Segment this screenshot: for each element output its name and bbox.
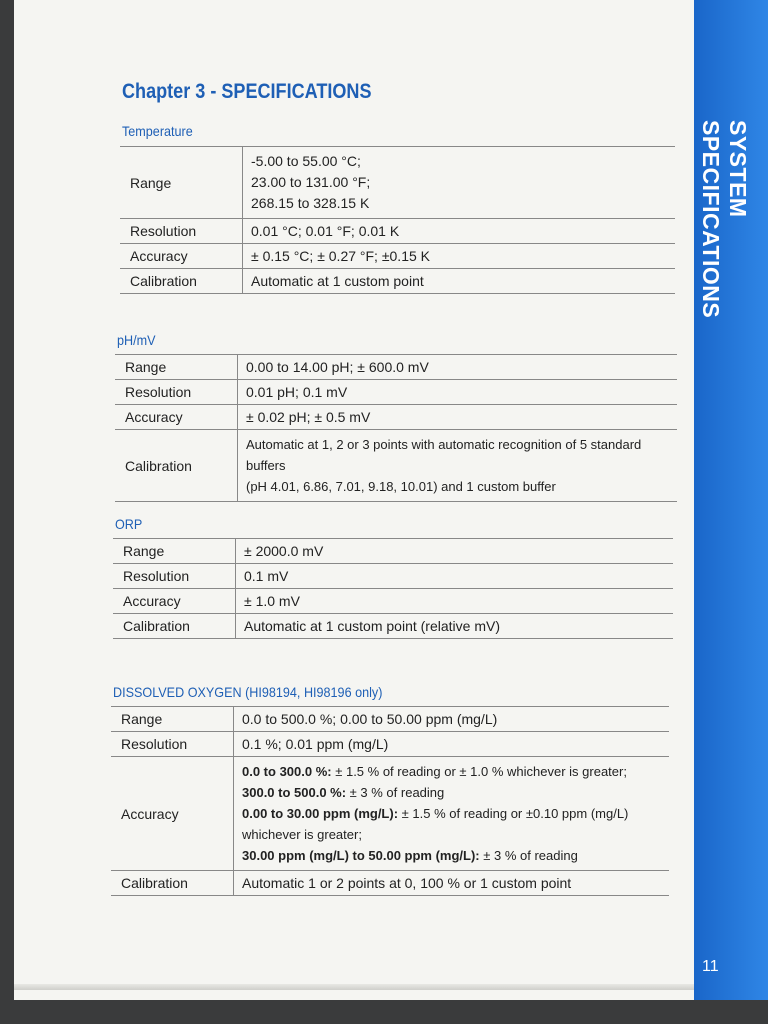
ph-table bbox=[115, 354, 677, 502]
row-value: ± 0.02 pH; ± 0.5 mV bbox=[238, 405, 678, 430]
row-label: Calibration bbox=[115, 430, 238, 502]
value-line: (pH 4.01, 6.86, 7.01, 9.18, 10.01) and 1 custom buffer bbox=[246, 479, 556, 494]
do-table bbox=[111, 706, 669, 896]
table-row bbox=[120, 219, 675, 244]
table-row bbox=[113, 564, 673, 589]
row-label: Range bbox=[111, 707, 234, 732]
row-value bbox=[234, 757, 670, 871]
section-title-orp: ORP bbox=[115, 516, 143, 532]
table-row bbox=[113, 614, 673, 639]
row-label: Resolution bbox=[120, 219, 243, 244]
row-value: ± 1.0 mV bbox=[236, 589, 674, 614]
row-value bbox=[243, 147, 676, 219]
row-value: 0.00 to 14.00 pH; ± 600.0 mV bbox=[238, 355, 678, 380]
value-line bbox=[242, 782, 669, 803]
row-value: Automatic at 1 custom point bbox=[243, 269, 676, 294]
row-value: ± 2000.0 mV bbox=[236, 539, 674, 564]
value-line: 23.00 to 131.00 °F; bbox=[251, 174, 371, 190]
value-bold: 300.0 to 500.0 %: bbox=[242, 785, 347, 800]
row-value: 0.1 mV bbox=[236, 564, 674, 589]
value-text: ± 3 % of reading bbox=[346, 785, 445, 800]
value-bold: 0.00 to 30.00 ppm (mg/L): bbox=[242, 806, 399, 821]
table-row bbox=[111, 757, 669, 871]
section-title-ph: pH/mV bbox=[117, 332, 156, 348]
row-label: Range bbox=[113, 539, 236, 564]
section-title-temperature: Temperature bbox=[122, 123, 193, 139]
row-label: Accuracy bbox=[115, 405, 238, 430]
value-line: 268.15 to 328.15 K bbox=[251, 195, 370, 211]
row-value: Automatic at 1 custom point (relative mV) bbox=[236, 614, 674, 639]
table-row bbox=[111, 707, 669, 732]
row-label: Resolution bbox=[115, 380, 238, 405]
value-bold: 30.00 ppm (mg/L) to 50.00 ppm (mg/L): bbox=[242, 848, 480, 863]
table-row bbox=[115, 405, 677, 430]
row-value: Automatic 1 or 2 points at 0, 100 % or 1 custom point bbox=[234, 871, 670, 896]
row-label: Accuracy bbox=[113, 589, 236, 614]
row-label: Accuracy bbox=[120, 244, 243, 269]
row-label: Calibration bbox=[111, 871, 234, 896]
page-edge bbox=[14, 984, 694, 990]
value-line bbox=[242, 803, 669, 824]
value-bold: 0.0 to 300.0 %: bbox=[242, 764, 332, 779]
section-title-do: DISSOLVED OXYGEN (HI98194, HI98196 only) bbox=[113, 684, 383, 700]
page-number: 11 bbox=[702, 958, 719, 975]
table-row bbox=[111, 871, 669, 896]
row-label: Resolution bbox=[113, 564, 236, 589]
row-label: Calibration bbox=[113, 614, 236, 639]
row-value: 0.1 %; 0.01 ppm (mg/L) bbox=[234, 732, 670, 757]
table-row bbox=[120, 147, 675, 219]
table-row bbox=[115, 380, 677, 405]
value-text: ± 1.5 % of reading or ± 1.0 % whichever is greater; bbox=[331, 764, 627, 779]
row-value: 0.0 to 500.0 %; 0.00 to 50.00 ppm (mg/L) bbox=[234, 707, 670, 732]
table-row bbox=[111, 732, 669, 757]
value-line: whichever is greater; bbox=[242, 827, 362, 842]
row-value: ± 0.15 °C; ± 0.27 °F; ±0.15 K bbox=[243, 244, 676, 269]
row-value: 0.01 °C; 0.01 °F; 0.01 K bbox=[243, 219, 676, 244]
side-tab-title: SYSTEM SPECIFICATIONS bbox=[698, 120, 751, 319]
table-row bbox=[120, 244, 675, 269]
value-line: Automatic at 1, 2 or 3 points with automatic recognition of 5 standard buffers bbox=[246, 437, 642, 473]
orp-table bbox=[113, 538, 673, 639]
value-line bbox=[242, 845, 669, 866]
table-row bbox=[115, 430, 677, 502]
row-value bbox=[238, 430, 678, 502]
temperature-table bbox=[120, 146, 675, 294]
table-row bbox=[120, 269, 675, 294]
value-line bbox=[242, 761, 669, 782]
row-label: Resolution bbox=[111, 732, 234, 757]
value-text: ± 1.5 % of reading or ±0.10 ppm (mg/L) bbox=[398, 806, 629, 821]
chapter-title: Chapter 3 - SPECIFICATIONS bbox=[122, 80, 372, 103]
row-label: Range bbox=[120, 147, 243, 219]
row-label: Accuracy bbox=[111, 757, 234, 871]
table-row bbox=[113, 539, 673, 564]
row-label: Range bbox=[115, 355, 238, 380]
value-text: ± 3 % of reading bbox=[479, 848, 578, 863]
table-row bbox=[113, 589, 673, 614]
value-line: -5.00 to 55.00 °C; bbox=[251, 153, 361, 169]
table-row bbox=[115, 355, 677, 380]
row-value: 0.01 pH; 0.1 mV bbox=[238, 380, 678, 405]
row-label: Calibration bbox=[120, 269, 243, 294]
